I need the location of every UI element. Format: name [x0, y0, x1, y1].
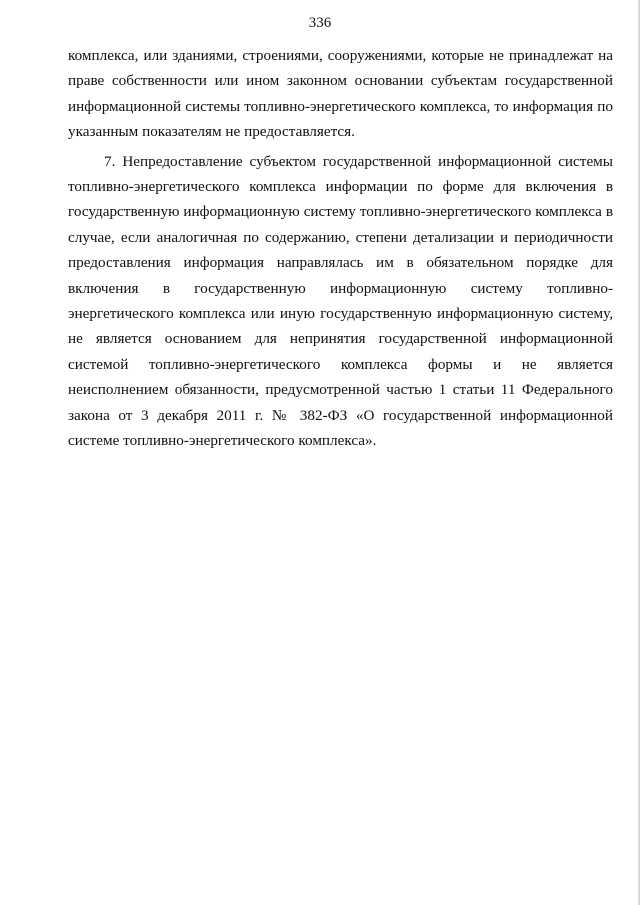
document-body	[68, 43, 613, 454]
page-number: 336	[308, 15, 332, 31]
paragraph-continuation: комплекса, или зданиями, строениями, сооружениями, которые не принадлежат на праве собственности или ином законном основании субъектам государственной информационной системы топливно-энергетического комплекса, то информация по указанным показателям не предоставляется.	[68, 47, 613, 141]
paragraph-item-7: 7. Непредоставление субъектом государственной информационной системы топливно-энергетического комплекса информации по форме для включения в государственную информационную систему топливно-энергетического комплекса в случае, если аналогичная по содержанию, степени детализации и периодичности предоставления информация направлялась им в обязательном порядке для включения в государственную информационную систему топливно-энергетического комплекса или иную государственную информационную систему, не является основанием для непринятия государственной информационной системой топливно-энергетического комплекса формы и не является неисполнением обязанности, предусмотренной частью 1 статьи 11 Федерального закона от 3 декабря 2011 г. № 382-ФЗ «О государственной информационной системе топливно-энергетического комплекса».	[68, 152, 613, 450]
